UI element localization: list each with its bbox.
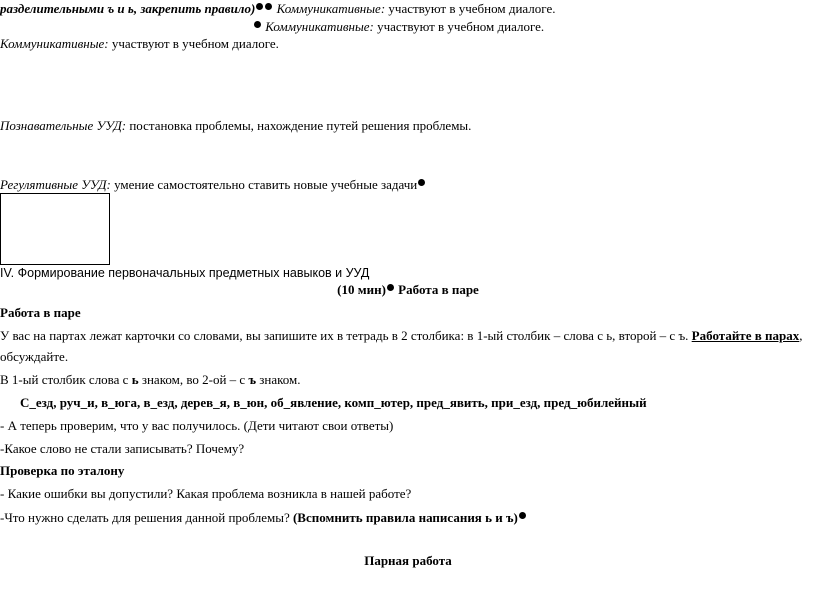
communicative-text: участвуют в учебном диалоге.	[111, 36, 279, 51]
word-list: С_езд, руч_и, в_юга, в_езд, дерев_я, в_юн, об_явление, комп_ютер, пред_явить, при_езд, пред_юбилейный	[20, 395, 647, 410]
bullet-icon	[418, 179, 425, 186]
p2-part-a: В 1-ый столбик слова с	[0, 372, 129, 387]
comma: ,	[799, 328, 803, 343]
paragraph-2	[0, 372, 301, 388]
pair-work-link: Работайте в парах	[691, 328, 800, 343]
section-heading: IV. Формирование первоначальных предметных навыков и УУД	[0, 266, 370, 280]
communicative-label: Коммуникативные:	[0, 36, 109, 51]
line-2	[253, 19, 544, 35]
communicative-text: участвуют в учебном диалоге.	[377, 19, 545, 34]
hard-sign: ъ	[248, 372, 257, 387]
empty-frame	[0, 193, 110, 265]
question-1: - А теперь проверим, что у вас получилось. (Дети читают свои ответы)	[0, 418, 394, 433]
line-1	[0, 1, 555, 17]
final-heading: Парная работа	[364, 553, 452, 568]
objective-fragment: разделительными ъ и ь, закрепить правило)	[0, 1, 256, 16]
bullet-icon	[387, 284, 394, 291]
question-4-text: -Что нужно сделать для решения данной проблемы?	[0, 510, 290, 525]
soft-sign: ь	[131, 372, 139, 387]
communicative-label: Коммуникативные:	[276, 1, 386, 16]
p2-part-e: знаком.	[259, 372, 301, 387]
cognitive-text: постановка проблемы, нахождение путей решения проблемы.	[129, 118, 472, 133]
bullet-icon	[256, 3, 263, 10]
regulatory-line	[0, 177, 426, 193]
communicative-text: участвуют в учебном диалоге.	[388, 1, 556, 16]
question-4-answer: (Вспомнить правила написания ь и ъ)	[292, 510, 518, 525]
bullet-icon	[254, 21, 261, 28]
question-3: - Какие ошибки вы допустили? Какая проблема возникла в нашей работе?	[0, 486, 412, 501]
bullet-icon	[519, 512, 526, 519]
cognitive-line	[0, 118, 471, 134]
cognitive-label: Познавательные УУД:	[0, 118, 127, 133]
communicative-label: Коммуникативные:	[265, 19, 374, 34]
paragraph-1-text: У вас на партах лежат карточки со словами, вы запишите их в тетрадь в 2 столбика: в 1-ый столбик – слова с ь, второй – с ъ.	[0, 328, 689, 343]
p2-part-c: знаком, во 2-ой – с	[141, 372, 246, 387]
time-line	[0, 282, 816, 298]
check-heading: Проверка по эталону	[0, 463, 125, 478]
regulatory-label: Регулятивные УУД:	[0, 177, 111, 192]
paragraph-1-cont: обсуждайте.	[0, 349, 69, 364]
bullet-icon	[265, 3, 272, 10]
time-label: (10 мин)	[337, 282, 386, 297]
question-2: -Какое слово не стали записывать? Почему?	[0, 441, 245, 456]
pair-heading: Работа в паре	[0, 305, 81, 320]
paragraph-1	[0, 328, 802, 344]
work-label: Работа в паре	[398, 282, 479, 297]
question-4	[0, 510, 527, 526]
line-3	[0, 36, 279, 52]
regulatory-text: умение самостоятельно ставить новые учебные задачи	[114, 177, 418, 192]
